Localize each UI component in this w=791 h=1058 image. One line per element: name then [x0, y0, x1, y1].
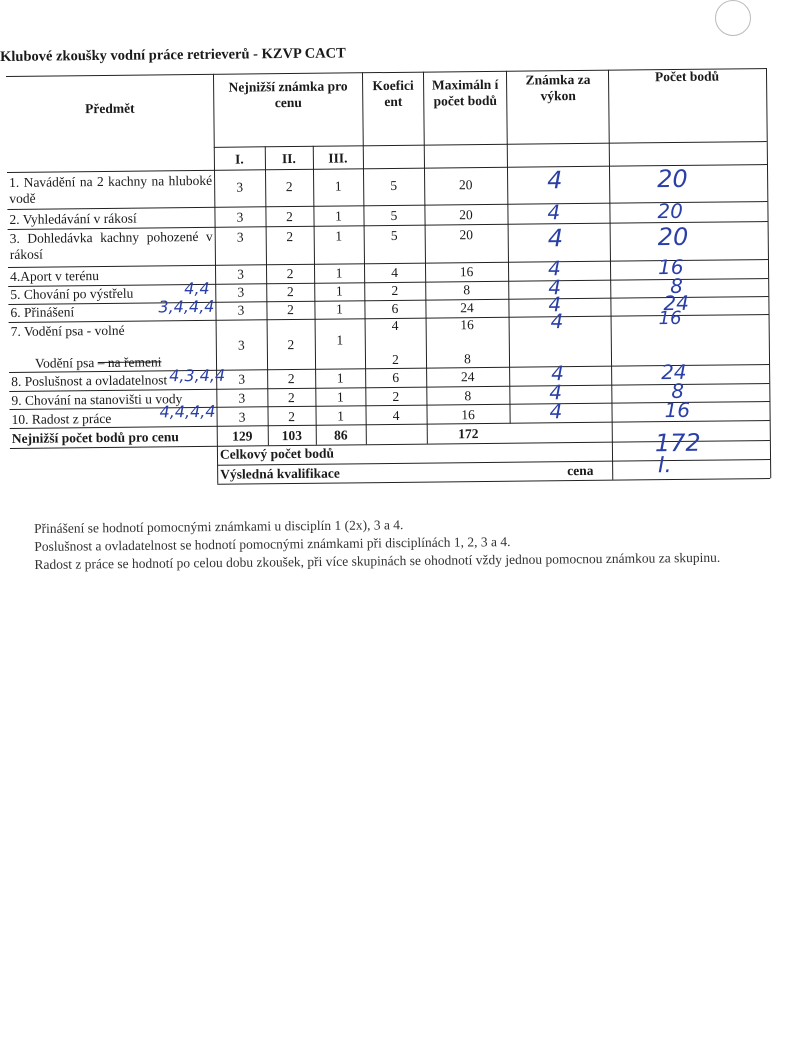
row-helper-grades-handwritten: 4,4	[184, 278, 210, 299]
row-subject-secondary-text: Vodění psa	[34, 355, 95, 371]
row-points-handwritten: 20	[657, 222, 689, 252]
row-helper-grades-handwritten: 4,4,4,4	[159, 401, 216, 422]
table-line	[214, 141, 767, 148]
row-grade-handwritten: 4	[548, 292, 562, 317]
row-points-handwritten: 24	[663, 290, 689, 316]
row-max: 24	[460, 369, 475, 385]
row-g1: 3	[237, 302, 245, 318]
row-grade-handwritten: 4	[549, 399, 563, 424]
row-coef: 2	[392, 388, 400, 404]
row-g3: 1	[336, 301, 343, 317]
document-title: Klubové zkoušky vodní práce retrieverů - KZVP CACT	[0, 45, 346, 65]
row-subject: 6. Přinášení	[10, 304, 75, 320]
row-max: 24	[460, 300, 474, 316]
row-g1: 3	[236, 179, 244, 195]
row-g2: 2	[287, 336, 295, 353]
row-g1: 3	[238, 409, 246, 425]
row-grade-handwritten: 4	[549, 380, 563, 405]
row-g3: 1	[335, 208, 342, 224]
header-points: Počet bodů	[654, 68, 720, 85]
table-line	[608, 70, 613, 480]
row-coef: 4	[392, 407, 400, 423]
row-g3: 1	[336, 389, 344, 405]
note-line: Poslušnost a ovladatelnost se hodnotí pomocnými známkami při disciplínách 1, 2, 3 a 4.	[34, 534, 511, 554]
row-max: 16	[461, 407, 475, 423]
row-g3: 1	[336, 370, 344, 386]
row-max-secondary: 8	[464, 351, 471, 367]
row-coef: 5	[390, 207, 398, 223]
row-g3: 1	[335, 283, 343, 299]
row-g3: 1	[334, 178, 342, 194]
row-coef: 4	[391, 264, 399, 280]
row-grade-handwritten: 4	[548, 275, 562, 300]
header-grade-2: II.	[281, 150, 296, 167]
table-line	[7, 164, 767, 173]
notes	[34, 512, 765, 574]
min-points-max: 172	[458, 426, 479, 442]
row-grade-handwritten: 4	[551, 361, 565, 386]
row-points-handwritten: 16	[657, 254, 684, 280]
row-g2: 2	[286, 209, 293, 225]
row-g2: 2	[288, 408, 296, 425]
table-line	[766, 68, 771, 478]
total-points-handwritten: 172	[654, 428, 701, 458]
row-g1: 3	[238, 390, 246, 406]
row-g3: 1	[335, 265, 343, 281]
row-g1: 3	[237, 337, 245, 353]
row-subject: 5. Chování po výstřelu	[10, 285, 134, 302]
row-subject: 2. Vyhledávání v rákosí	[9, 210, 137, 227]
row-g1: 3	[237, 284, 245, 300]
total-label: Celkový počet bodů	[219, 445, 335, 462]
row-subject: 9. Chování na stanovišti u vody	[11, 391, 183, 408]
header-max-points: Maximáln í počet bodů	[431, 76, 499, 109]
row-subject: 3. Dohledávka kachny pohozené v rákosí	[9, 228, 213, 262]
row-g3: 1	[336, 332, 344, 348]
row-g2: 2	[287, 301, 294, 318]
row-points-handwritten: 16	[664, 397, 691, 423]
min-points-g2: 103	[281, 427, 302, 444]
row-subject: 10. Radost z práce	[11, 410, 112, 427]
row-g1: 3	[236, 209, 244, 225]
header-min-grade: Nejnižší známka pro cenu	[228, 78, 348, 111]
min-points-label: Nejnižší počet bodů pro cenu	[11, 429, 179, 446]
row-g3: 1	[335, 228, 343, 244]
row-g1: 3	[237, 266, 245, 282]
row-subject-secondary	[35, 354, 162, 371]
row-subject: 1. Navádění na 2 kachny na hluboké vodě	[9, 172, 213, 206]
row-max: 20	[459, 227, 474, 243]
header-coefficient: Koefici ent	[372, 77, 414, 110]
row-coef: 6	[391, 300, 399, 316]
row-grade-handwritten: 4	[550, 309, 564, 334]
row-g1: 3	[238, 371, 246, 387]
row-g2: 2	[286, 284, 294, 300]
note-line: Radost z práce se hodnotí po celou dobu zkoušek, při více skupinách se ohodnotí vždy jednou pomocnou známkou za skupinu.	[34, 549, 721, 572]
header-grade-1: I.	[234, 151, 244, 167]
row-points-handwritten: 8	[670, 273, 684, 299]
row-subject: 8. Poslušnost a ovladatelnost	[11, 372, 168, 389]
row-points-handwritten: 8	[671, 378, 685, 404]
row-coef: 5	[390, 177, 398, 193]
row-coef-secondary: 2	[392, 351, 399, 367]
row-g3: 1	[337, 408, 345, 424]
min-points-g3: 86	[333, 427, 348, 443]
row-g2: 2	[285, 179, 293, 195]
row-g2: 2	[287, 370, 295, 387]
row-max: 20	[459, 207, 473, 223]
row-subject: 7. Vodění psa - volné	[10, 322, 125, 339]
note-line: Přinášení se hodnotí pomocnými známkami u disciplín 1 (2x), 3 a 4.	[34, 517, 404, 536]
min-points-g1: 129	[232, 428, 253, 444]
qualification-value-handwritten: I.	[657, 453, 672, 479]
row-grade-handwritten: 4	[546, 166, 563, 195]
row-max: 8	[464, 388, 472, 404]
row-points-handwritten: 24	[661, 359, 687, 385]
row-coef: 5	[390, 227, 398, 243]
score-table	[6, 68, 770, 486]
header-subject: Předmět	[85, 100, 135, 117]
row-coef: 6	[392, 369, 400, 385]
row-g2: 2	[286, 266, 294, 282]
row-grade-handwritten: 4	[547, 200, 561, 225]
row-max: 16	[460, 317, 474, 333]
row-g1: 3	[236, 229, 244, 245]
row-max: 20	[458, 177, 473, 193]
qualification-cena-label: cena	[567, 462, 594, 479]
row-coef: 4	[391, 317, 399, 333]
row-coef: 2	[391, 282, 399, 298]
punch-hole-mark	[715, 0, 751, 36]
header-grade-3: III.	[328, 150, 348, 166]
row-points-handwritten: 20	[656, 164, 688, 194]
row-grade-handwritten: 4	[547, 224, 564, 253]
row-grade-handwritten: 4	[547, 256, 561, 281]
qualification-label: Výsledná kvalifikace	[220, 465, 340, 482]
row-helper-grades-handwritten: 4,3,4,4	[169, 365, 226, 386]
row-subject-struck-text: – na řemeni	[97, 354, 162, 371]
row-max: 16	[459, 264, 474, 280]
row-points-handwritten: 16	[658, 307, 682, 330]
header-grade: Známka za výkon	[525, 71, 591, 104]
row-g2: 2	[286, 229, 294, 245]
row-points-handwritten: 20	[657, 198, 684, 224]
row-g2: 2	[287, 389, 295, 406]
row-helper-grades-handwritten: 3,4,4,4	[158, 296, 215, 317]
row-max: 8	[463, 282, 471, 298]
row-subject: 4.Aport v terénu	[10, 268, 100, 284]
